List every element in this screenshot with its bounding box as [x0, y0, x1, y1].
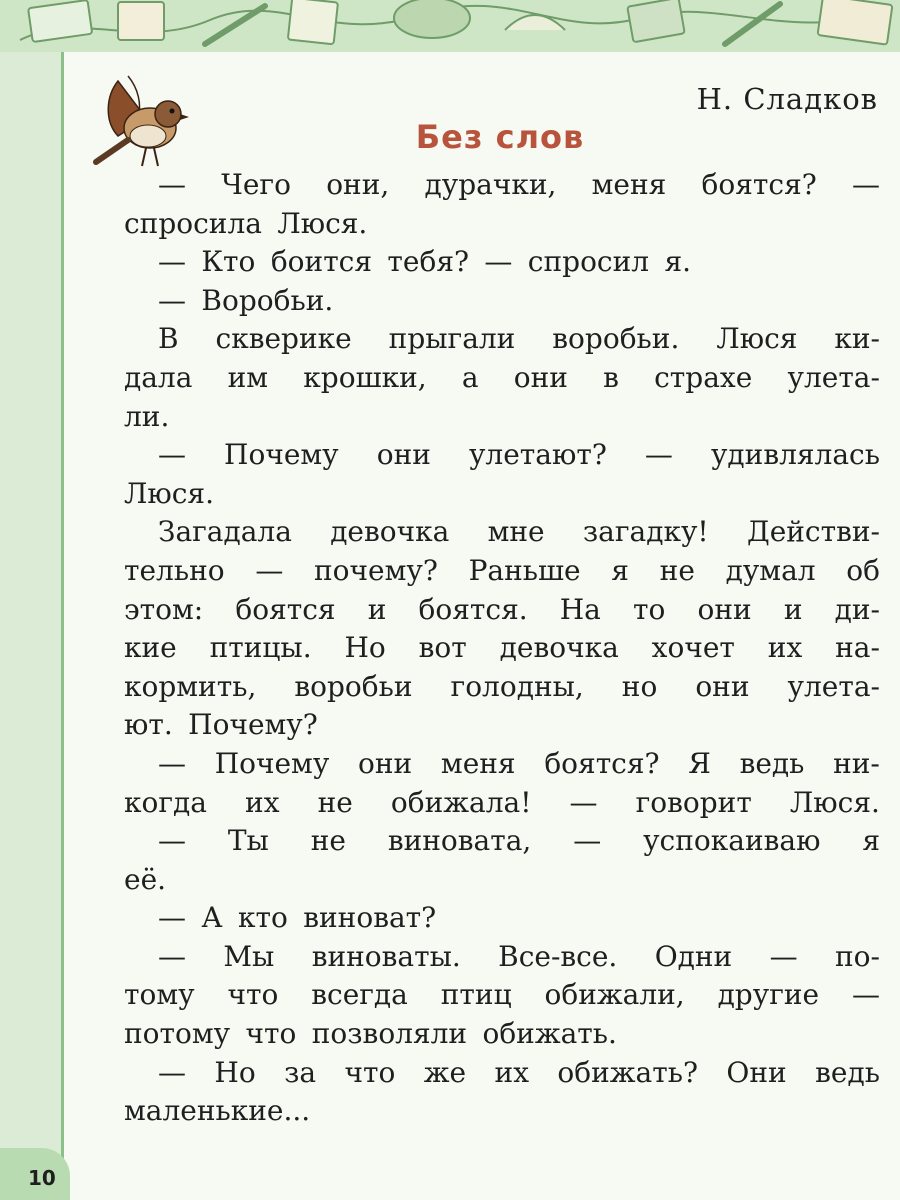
- word: девочка: [330, 515, 450, 549]
- text-line: [124, 629, 880, 668]
- word: что: [344, 1055, 396, 1089]
- word: Кто: [201, 245, 256, 279]
- word: ки-: [834, 322, 880, 356]
- word: —: [851, 168, 880, 201]
- word: ют.: [124, 708, 173, 742]
- word: удивлялась: [710, 438, 880, 472]
- word: —: [852, 978, 880, 1012]
- word: девочка: [499, 631, 619, 665]
- word: —: [573, 824, 602, 858]
- word: по-: [834, 939, 880, 973]
- word: почему?: [314, 553, 438, 587]
- text-line: [124, 282, 880, 321]
- word: меня: [440, 746, 516, 780]
- word: Я: [688, 746, 711, 780]
- word: и: [783, 592, 803, 626]
- word: спросил: [527, 245, 650, 279]
- word: я: [862, 824, 880, 858]
- word: В: [158, 322, 179, 356]
- word: —: [158, 438, 186, 472]
- word: —: [158, 283, 186, 317]
- word: Раньше: [468, 553, 581, 587]
- word: Мы: [223, 939, 275, 973]
- word: дурачки,: [424, 168, 557, 201]
- word: —: [158, 746, 186, 780]
- word: они: [697, 592, 752, 626]
- word: ли.: [124, 399, 170, 433]
- word: Они: [726, 1055, 787, 1089]
- text-line: [124, 205, 880, 244]
- word: Но: [214, 1055, 256, 1089]
- story-text: [124, 166, 880, 1131]
- word: виноват?: [303, 901, 437, 935]
- text-line: [124, 513, 880, 552]
- word: об: [846, 553, 880, 587]
- text-line: [124, 745, 880, 784]
- text-line: [124, 1015, 880, 1054]
- text-line: [124, 976, 880, 1015]
- text-line: [124, 1092, 880, 1131]
- text-line: [124, 861, 880, 900]
- word: что: [227, 978, 279, 1012]
- word: вот: [418, 631, 467, 665]
- text-line: [124, 938, 880, 977]
- word: улетают?: [468, 438, 607, 472]
- word: говорит: [635, 785, 752, 819]
- word: улета-: [787, 360, 880, 394]
- word: их: [494, 1055, 529, 1089]
- word: —: [158, 901, 186, 935]
- word: Ты: [227, 824, 269, 858]
- word: прыгали: [388, 322, 516, 356]
- word: я.: [664, 245, 692, 279]
- text-line: [124, 475, 880, 514]
- word: Все-все.: [498, 939, 618, 973]
- word: обижала!: [390, 785, 532, 819]
- word: потому: [124, 1017, 231, 1051]
- word: я: [611, 553, 629, 587]
- word: —: [255, 553, 284, 587]
- word: думал: [725, 553, 816, 587]
- word: они: [513, 360, 568, 394]
- word: другие: [717, 978, 820, 1012]
- word: когда: [124, 785, 207, 819]
- page-number: 10: [28, 1166, 56, 1190]
- word: птиц: [440, 978, 512, 1012]
- word: они,: [326, 168, 390, 201]
- left-margin-strip: [0, 52, 64, 1200]
- word: её.: [124, 862, 167, 896]
- text-line: [124, 899, 880, 938]
- word: Но: [344, 631, 386, 665]
- word: Почему: [224, 438, 339, 472]
- word: А: [201, 901, 223, 935]
- word: страхе: [654, 360, 753, 394]
- story-title: Без слов: [415, 118, 585, 156]
- text-line: [124, 784, 880, 823]
- word: боятся.: [418, 592, 528, 626]
- word: —: [158, 939, 186, 973]
- word: кие: [124, 631, 177, 665]
- word: ди-: [834, 592, 880, 626]
- word: спросила: [124, 206, 262, 240]
- word: а: [461, 360, 479, 394]
- word: тебя?: [387, 245, 470, 279]
- word: кто: [238, 901, 288, 935]
- word: они: [358, 746, 413, 780]
- word: Действи-: [746, 515, 880, 549]
- word: им: [227, 360, 269, 394]
- word: Воробьи.: [201, 283, 334, 317]
- word: не: [659, 553, 695, 587]
- text-line: [124, 552, 880, 591]
- word: Загадала: [158, 515, 292, 549]
- word: меня: [591, 168, 667, 201]
- word: позволяли: [311, 1017, 468, 1051]
- word: ведь: [739, 746, 805, 780]
- text-line: [124, 436, 880, 475]
- word: Люся.: [124, 476, 214, 510]
- word: —: [484, 245, 513, 279]
- word: тому: [124, 978, 195, 1012]
- word: Чего: [221, 168, 291, 201]
- word: дала: [124, 360, 193, 394]
- word: крошки,: [303, 360, 427, 394]
- word: —: [158, 1055, 186, 1089]
- text-line: [124, 1054, 880, 1093]
- text-line: [124, 398, 880, 437]
- word: же: [423, 1055, 467, 1089]
- word: их: [767, 631, 803, 665]
- word: их: [245, 785, 280, 819]
- word: ведь: [815, 1055, 880, 1089]
- word: они: [376, 438, 431, 472]
- text-line: [124, 668, 880, 707]
- word: маленькие...: [124, 1094, 311, 1128]
- text-line: [124, 591, 880, 630]
- word: но: [621, 669, 658, 703]
- word: виновата,: [387, 824, 532, 858]
- word: воробьи: [294, 669, 413, 703]
- text-line: [124, 243, 880, 282]
- word: обижать.: [482, 1017, 617, 1051]
- word: за: [284, 1055, 317, 1089]
- word: —: [644, 438, 673, 472]
- word: боятся?: [701, 168, 817, 201]
- word: в: [603, 360, 619, 394]
- word: —: [158, 168, 186, 201]
- word: голодны,: [450, 669, 584, 703]
- word: загадку!: [582, 515, 709, 549]
- word: и: [367, 592, 387, 626]
- word: виноваты.: [311, 939, 461, 973]
- word: скверике: [215, 322, 352, 356]
- word: что: [245, 1017, 297, 1051]
- word: птицы.: [209, 631, 312, 665]
- word: боятся?: [544, 746, 660, 780]
- decorative-header-band: [0, 0, 900, 52]
- text-line: [124, 706, 880, 745]
- text-line: [124, 359, 880, 398]
- word: кормить,: [124, 669, 257, 703]
- word: обижать?: [557, 1055, 698, 1089]
- word: улета-: [787, 669, 880, 703]
- word: —: [158, 245, 186, 279]
- word: успокаиваю: [643, 824, 821, 858]
- school-supplies-illustration: [0, 0, 900, 52]
- word: —: [569, 785, 598, 819]
- word: ни-: [833, 746, 880, 780]
- word: Почему?: [188, 708, 318, 742]
- word: На: [559, 592, 601, 626]
- word: Люся.: [789, 785, 880, 819]
- text-line: [124, 822, 880, 861]
- word: не: [317, 785, 353, 819]
- word: —: [769, 939, 798, 973]
- word: Одни: [654, 939, 733, 973]
- word: обижали,: [544, 978, 685, 1012]
- word: воробьи.: [552, 322, 680, 356]
- word: Люся.: [277, 206, 368, 240]
- word: Люся: [716, 322, 798, 356]
- text-line: [124, 320, 880, 359]
- word: мне: [487, 515, 545, 549]
- word: Почему: [214, 746, 330, 780]
- word: этом:: [124, 592, 204, 626]
- author-name: Н. Сладков: [696, 82, 878, 116]
- word: на-: [835, 631, 880, 665]
- word: боятся: [235, 592, 336, 626]
- word: тельно: [124, 553, 225, 587]
- word: не: [310, 824, 346, 858]
- word: они: [695, 669, 750, 703]
- word: всегда: [311, 978, 408, 1012]
- word: то: [633, 592, 666, 626]
- text-line: [124, 166, 880, 205]
- word: —: [158, 824, 186, 858]
- word: боится: [270, 245, 373, 279]
- word: хочет: [651, 631, 735, 665]
